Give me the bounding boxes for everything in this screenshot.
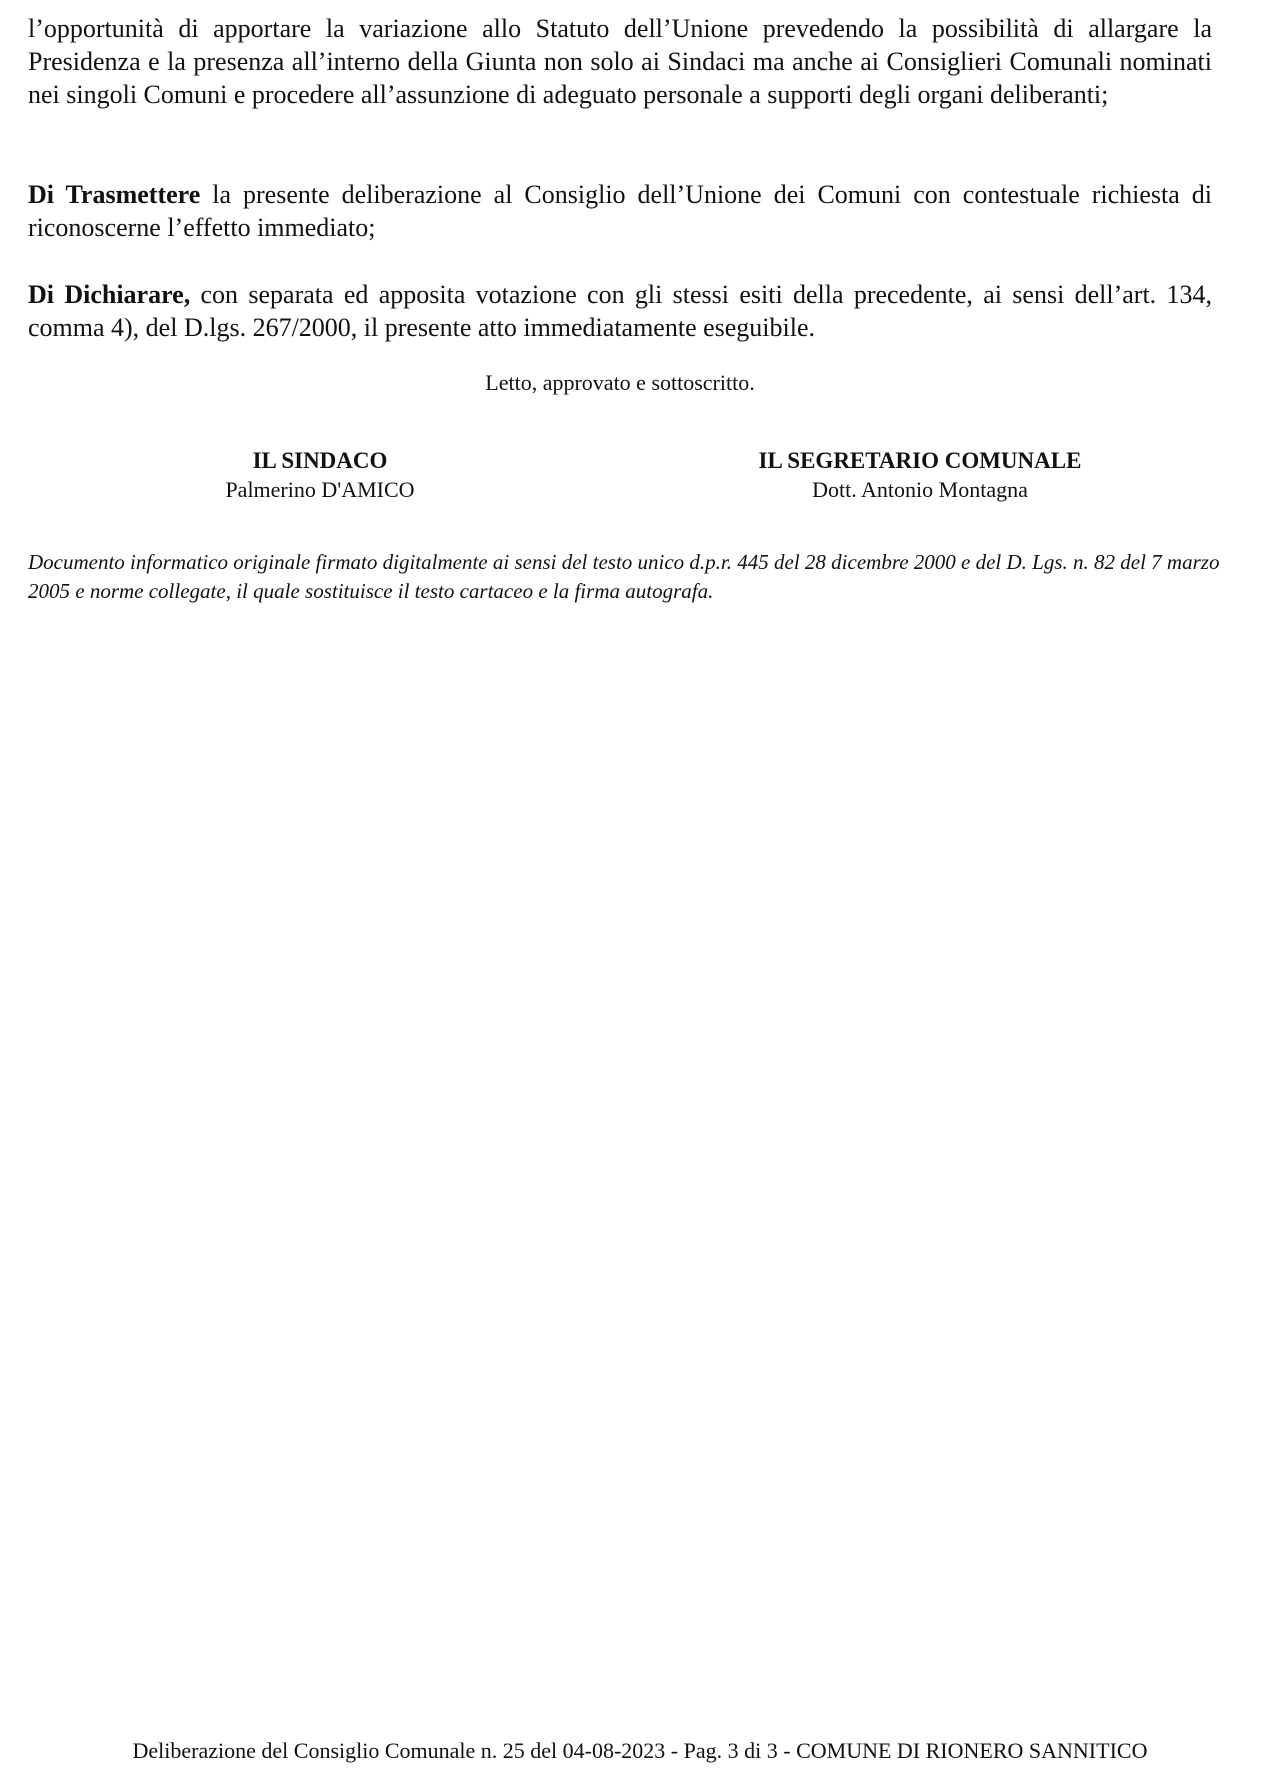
paragraph-dichiarare [28,278,1212,344]
signature-segretario-title: IL SEGRETARIO COMUNALE [758,448,1082,473]
page-footer: Deliberazione del Consiglio Comunale n. 25 del 04-08-2023 - Pag. 3 di 3 - COMUNE DI RIONERO SANNITICO [132,1738,1148,1763]
signature-sindaco-title: IL SINDACO [252,448,388,473]
paragraph-trasmettere-lead: Di Trasmettere [28,180,201,209]
paragraph-trasmettere [28,178,1212,244]
paragraph-dichiarare-text: con separata ed apposita votazione con gli stessi esiti della precedente, ai sensi dell’art. 134, comma 4), del D.lgs. 267/2000, il presente atto immediatamente eseguibile. [28,280,1213,342]
signature-sindaco [160,446,480,504]
paragraph-statuto-text: l’opportunità di apportare la variazione allo Statuto dell’Unione prevedendo la possibilità di allargare la Presidenza e la presenza all’interno della Giunta non solo ai Sindaci ma anche ai Consiglieri Comunali nominati nei singoli Comuni e procedere all’assunzione di adeguato personale a supporti degli organi deliberanti; [28,14,1212,109]
signature-segretario [700,446,1140,504]
paragraph-dichiarare-lead: Di Dichiarare, [28,280,191,309]
paragraph-trasmettere-text: la presente deliberazione al Consiglio dell’Unione dei Comuni con contestuale richiesta di riconoscerne l’effetto immediato; [28,180,1213,242]
signature-segretario-name: Dott. Antonio Montagna [812,477,1028,502]
approval-line: Letto, approvato e sottoscritto. [485,370,755,395]
signature-sindaco-name: Palmerino D'AMICO [225,477,415,502]
paragraph-statuto [28,12,1212,111]
digital-signature-disclaimer: Documento informatico originale firmato digitalmente ai sensi del testo unico d.p.r. 445 del 28 dicembre 2000 e del D. Lgs. n. 82 del 7 marzo 2005 e norme collegate, il quale sostituisce il testo cartaceo e la firma autografa. [28,550,1220,603]
